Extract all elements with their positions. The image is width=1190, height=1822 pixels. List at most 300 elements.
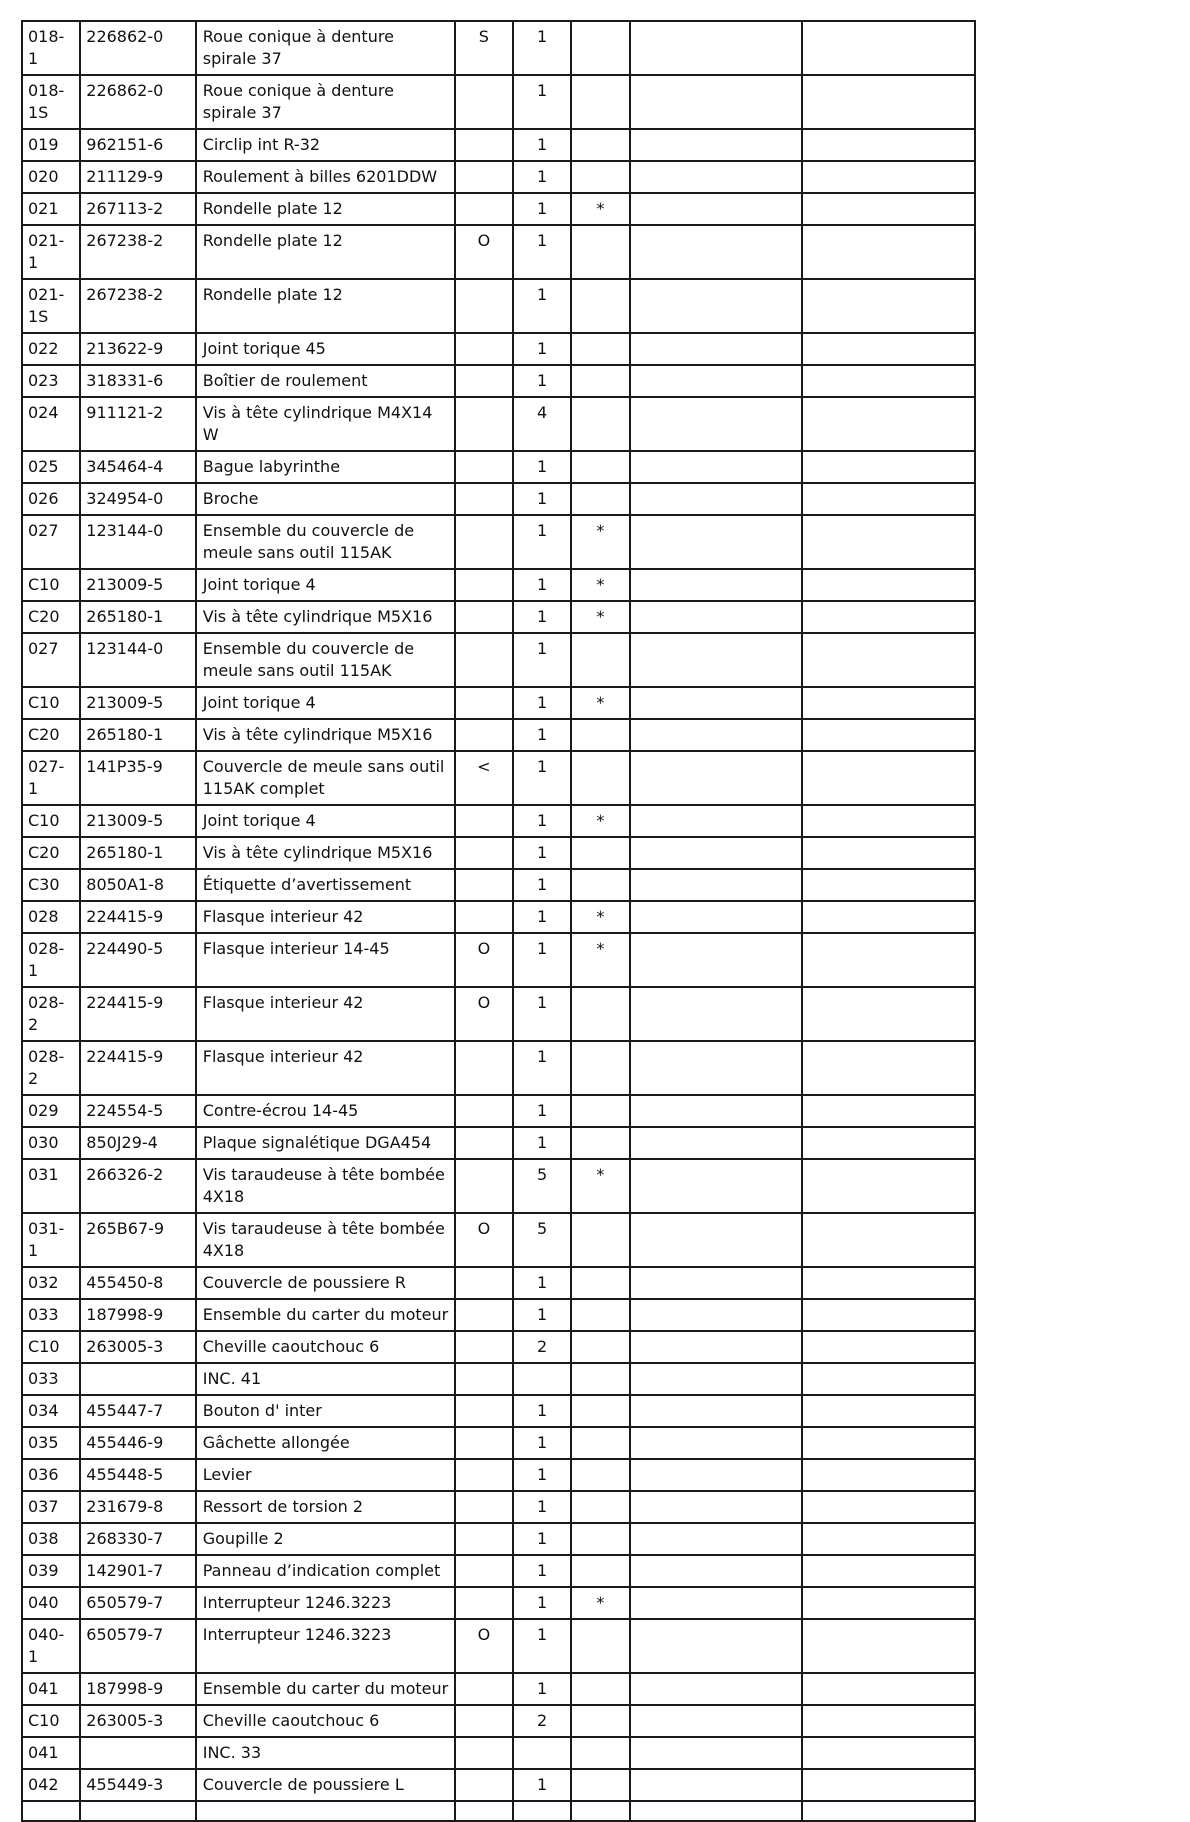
cell-code (455, 129, 513, 161)
cell-quantity: 1 (513, 515, 571, 569)
cell-extra-2 (802, 569, 975, 601)
cell-item-no: C10 (22, 1705, 80, 1737)
cell-description: Roulement à billes 6201DDW (196, 161, 455, 193)
cell-part-no: 962151-6 (80, 129, 195, 161)
cell-extra-2 (802, 1213, 975, 1267)
cell-part-no (80, 1801, 195, 1821)
table-row (22, 1363, 975, 1395)
cell-description: INC. 33 (196, 1737, 455, 1769)
cell-item-no: 035 (22, 1427, 80, 1459)
cell-code (455, 1299, 513, 1331)
cell-code (455, 837, 513, 869)
cell-description: Roue conique à denture spirale 37 (196, 75, 455, 129)
table-row (22, 805, 975, 837)
cell-part-no: 263005-3 (80, 1331, 195, 1363)
cell-extra-1 (630, 1737, 803, 1769)
cell-extra-1 (630, 279, 803, 333)
cell-code (455, 1587, 513, 1619)
cell-note: * (571, 901, 629, 933)
cell-item-no: 041 (22, 1673, 80, 1705)
cell-extra-2 (802, 719, 975, 751)
cell-part-no: 455446-9 (80, 1427, 195, 1459)
cell-note (571, 161, 629, 193)
cell-part-no: 265180-1 (80, 837, 195, 869)
cell-note (571, 1555, 629, 1587)
cell-quantity: 1 (513, 1299, 571, 1331)
cell-part-no: 911121-2 (80, 397, 195, 451)
parts-list-table (21, 20, 976, 1822)
cell-description: Ensemble du couvercle de meule sans outil 115AK (196, 515, 455, 569)
table-row (22, 751, 975, 805)
cell-code (455, 1769, 513, 1801)
table-row (22, 901, 975, 933)
table-row (22, 21, 975, 75)
cell-note (571, 1363, 629, 1395)
cell-description: Flasque interieur 14-45 (196, 933, 455, 987)
cell-item-no: 027 (22, 515, 80, 569)
cell-extra-1 (630, 365, 803, 397)
cell-extra-2 (802, 451, 975, 483)
cell-item-no: 038 (22, 1523, 80, 1555)
cell-part-no: 224415-9 (80, 901, 195, 933)
table-row (22, 569, 975, 601)
cell-extra-2 (802, 1095, 975, 1127)
cell-item-no: 031 (22, 1159, 80, 1213)
cell-extra-1 (630, 1523, 803, 1555)
table-row (22, 1213, 975, 1267)
cell-description: Flasque interieur 42 (196, 1041, 455, 1095)
cell-part-no: 187998-9 (80, 1299, 195, 1331)
cell-code: O (455, 933, 513, 987)
cell-item-no: C10 (22, 569, 80, 601)
cell-item-no: C20 (22, 837, 80, 869)
cell-quantity: 1 (513, 933, 571, 987)
cell-item-no: 019 (22, 129, 80, 161)
cell-note: * (571, 569, 629, 601)
cell-code (455, 279, 513, 333)
cell-code (455, 1427, 513, 1459)
cell-code (455, 869, 513, 901)
cell-extra-2 (802, 483, 975, 515)
cell-description: Vis à tête cylindrique M5X16 (196, 601, 455, 633)
cell-code (455, 1491, 513, 1523)
cell-part-no: 268330-7 (80, 1523, 195, 1555)
table-row (22, 1095, 975, 1127)
cell-quantity: 1 (513, 161, 571, 193)
cell-extra-1 (630, 451, 803, 483)
cell-extra-1 (630, 633, 803, 687)
table-row (22, 1159, 975, 1213)
cell-extra-1 (630, 569, 803, 601)
cell-code (455, 1041, 513, 1095)
cell-part-no: 455448-5 (80, 1459, 195, 1491)
cell-description: Joint torique 4 (196, 569, 455, 601)
cell-code (455, 1737, 513, 1769)
cell-extra-2 (802, 1459, 975, 1491)
cell-extra-1 (630, 1705, 803, 1737)
cell-code (455, 365, 513, 397)
cell-quantity: 1 (513, 1127, 571, 1159)
cell-quantity: 1 (513, 279, 571, 333)
cell-extra-2 (802, 751, 975, 805)
cell-description: Circlip int R-32 (196, 129, 455, 161)
cell-part-no: 142901-7 (80, 1555, 195, 1587)
cell-description: Levier (196, 1459, 455, 1491)
cell-extra-1 (630, 1587, 803, 1619)
cell-note (571, 1673, 629, 1705)
cell-code (455, 1673, 513, 1705)
table-row (22, 633, 975, 687)
cell-description: Rondelle plate 12 (196, 225, 455, 279)
cell-extra-2 (802, 515, 975, 569)
cell-item-no: 042 (22, 1769, 80, 1801)
table-row (22, 1427, 975, 1459)
cell-extra-2 (802, 687, 975, 719)
cell-note (571, 451, 629, 483)
cell-part-no: 455447-7 (80, 1395, 195, 1427)
cell-extra-1 (630, 751, 803, 805)
cell-extra-1 (630, 837, 803, 869)
cell-quantity: 1 (513, 687, 571, 719)
cell-quantity: 1 (513, 1673, 571, 1705)
cell-note (571, 1523, 629, 1555)
cell-code (455, 515, 513, 569)
cell-item-no: C30 (22, 869, 80, 901)
cell-extra-2 (802, 193, 975, 225)
cell-note (571, 1427, 629, 1459)
cell-note (571, 869, 629, 901)
cell-extra-1 (630, 483, 803, 515)
cell-extra-2 (802, 987, 975, 1041)
cell-extra-2 (802, 1619, 975, 1673)
cell-note (571, 1267, 629, 1299)
cell-extra-2 (802, 161, 975, 193)
cell-note (571, 1299, 629, 1331)
cell-part-no: 141P35-9 (80, 751, 195, 805)
cell-part-no (80, 1737, 195, 1769)
cell-note (571, 21, 629, 75)
cell-description: Boîtier de roulement (196, 365, 455, 397)
cell-extra-1 (630, 515, 803, 569)
cell-item-no: 027-1 (22, 751, 80, 805)
cell-part-no: 267238-2 (80, 279, 195, 333)
cell-note: * (571, 805, 629, 837)
cell-note (571, 1801, 629, 1821)
cell-item-no: 018-1S (22, 75, 80, 129)
cell-extra-1 (630, 1363, 803, 1395)
cell-part-no: 211129-9 (80, 161, 195, 193)
cell-part-no: 345464-4 (80, 451, 195, 483)
cell-extra-2 (802, 837, 975, 869)
cell-part-no: 123144-0 (80, 633, 195, 687)
cell-extra-2 (802, 1267, 975, 1299)
cell-extra-2 (802, 21, 975, 75)
cell-extra-2 (802, 1555, 975, 1587)
cell-quantity: 1 (513, 1555, 571, 1587)
cell-description: Bouton d' inter (196, 1395, 455, 1427)
cell-extra-1 (630, 1159, 803, 1213)
cell-extra-1 (630, 601, 803, 633)
cell-description (196, 1801, 455, 1821)
cell-part-no: 265B67-9 (80, 1213, 195, 1267)
cell-description: Interrupteur 1246.3223 (196, 1619, 455, 1673)
table-row (22, 483, 975, 515)
cell-part-no: 267238-2 (80, 225, 195, 279)
cell-extra-1 (630, 869, 803, 901)
cell-item-no: C10 (22, 687, 80, 719)
cell-quantity: 1 (513, 1095, 571, 1127)
cell-extra-2 (802, 365, 975, 397)
cell-extra-1 (630, 987, 803, 1041)
cell-quantity: 5 (513, 1213, 571, 1267)
cell-code: < (455, 751, 513, 805)
table-row (22, 515, 975, 569)
cell-extra-1 (630, 1095, 803, 1127)
cell-extra-1 (630, 1267, 803, 1299)
cell-extra-2 (802, 1299, 975, 1331)
cell-item-no: 032 (22, 1267, 80, 1299)
cell-quantity: 1 (513, 129, 571, 161)
table-row (22, 837, 975, 869)
cell-extra-1 (630, 1331, 803, 1363)
cell-extra-2 (802, 869, 975, 901)
cell-code (455, 1267, 513, 1299)
cell-note: * (571, 1159, 629, 1213)
cell-quantity: 1 (513, 1267, 571, 1299)
cell-item-no: 022 (22, 333, 80, 365)
cell-extra-2 (802, 225, 975, 279)
cell-note (571, 397, 629, 451)
cell-extra-2 (802, 75, 975, 129)
cell-description: Cheville caoutchouc 6 (196, 1705, 455, 1737)
cell-note: * (571, 933, 629, 987)
cell-note (571, 1491, 629, 1523)
cell-part-no: 455450-8 (80, 1267, 195, 1299)
cell-quantity: 1 (513, 569, 571, 601)
cell-part-no: 850J29-4 (80, 1127, 195, 1159)
table-row (22, 687, 975, 719)
cell-item-no: 041 (22, 1737, 80, 1769)
cell-item-no: C20 (22, 601, 80, 633)
cell-item-no: 039 (22, 1555, 80, 1587)
cell-description: Ensemble du carter du moteur (196, 1299, 455, 1331)
cell-extra-1 (630, 75, 803, 129)
cell-note (571, 1095, 629, 1127)
cell-quantity: 1 (513, 1491, 571, 1523)
cell-code (455, 569, 513, 601)
cell-description: Panneau d’indication complet (196, 1555, 455, 1587)
cell-description: Roue conique à denture spirale 37 (196, 21, 455, 75)
cell-code: O (455, 225, 513, 279)
table-row (22, 933, 975, 987)
cell-extra-2 (802, 1159, 975, 1213)
cell-quantity: 1 (513, 805, 571, 837)
cell-extra-2 (802, 1427, 975, 1459)
cell-note (571, 1619, 629, 1673)
cell-item-no: 028-2 (22, 987, 80, 1041)
table-row (22, 1555, 975, 1587)
cell-extra-1 (630, 1555, 803, 1587)
cell-code (455, 161, 513, 193)
cell-extra-1 (630, 1395, 803, 1427)
cell-note (571, 1213, 629, 1267)
cell-extra-1 (630, 1427, 803, 1459)
cell-note (571, 1459, 629, 1491)
cell-extra-1 (630, 687, 803, 719)
cell-description: Ensemble du couvercle de meule sans outil 115AK (196, 633, 455, 687)
cell-description: Rondelle plate 12 (196, 193, 455, 225)
cell-quantity: 1 (513, 193, 571, 225)
cell-quantity: 1 (513, 1769, 571, 1801)
cell-quantity: 1 (513, 365, 571, 397)
cell-part-no (80, 1363, 195, 1395)
table-row (22, 225, 975, 279)
cell-extra-1 (630, 1673, 803, 1705)
cell-item-no: 023 (22, 365, 80, 397)
cell-description: Flasque interieur 42 (196, 987, 455, 1041)
cell-extra-1 (630, 397, 803, 451)
cell-note (571, 1127, 629, 1159)
cell-code (455, 193, 513, 225)
cell-description: Joint torique 45 (196, 333, 455, 365)
cell-item-no: 033 (22, 1363, 80, 1395)
cell-item-no: 021 (22, 193, 80, 225)
cell-item-no: 036 (22, 1459, 80, 1491)
cell-item-no: 031-1 (22, 1213, 80, 1267)
table-row (22, 1619, 975, 1673)
cell-note (571, 633, 629, 687)
table-row (22, 161, 975, 193)
cell-code (455, 1331, 513, 1363)
cell-extra-1 (630, 1299, 803, 1331)
cell-code (455, 75, 513, 129)
cell-quantity: 1 (513, 225, 571, 279)
cell-code (455, 1459, 513, 1491)
cell-code (455, 451, 513, 483)
cell-extra-2 (802, 1395, 975, 1427)
cell-quantity: 4 (513, 397, 571, 451)
cell-description: Cheville caoutchouc 6 (196, 1331, 455, 1363)
cell-extra-2 (802, 1587, 975, 1619)
cell-item-no: 030 (22, 1127, 80, 1159)
cell-quantity: 1 (513, 451, 571, 483)
cell-quantity: 1 (513, 1619, 571, 1673)
cell-note: * (571, 601, 629, 633)
cell-code (455, 601, 513, 633)
cell-code (455, 1705, 513, 1737)
cell-code (455, 483, 513, 515)
table-row (22, 1299, 975, 1331)
table-row (22, 1395, 975, 1427)
table-row (22, 1705, 975, 1737)
table-row (22, 1769, 975, 1801)
cell-code (455, 633, 513, 687)
cell-extra-1 (630, 1041, 803, 1095)
table-row (22, 279, 975, 333)
cell-code (455, 901, 513, 933)
cell-description: Flasque interieur 42 (196, 901, 455, 933)
cell-extra-2 (802, 633, 975, 687)
cell-description: Ensemble du carter du moteur (196, 1673, 455, 1705)
cell-quantity: 2 (513, 1331, 571, 1363)
table-row (22, 1459, 975, 1491)
cell-extra-2 (802, 129, 975, 161)
cell-extra-1 (630, 1127, 803, 1159)
table-row (22, 1127, 975, 1159)
cell-part-no: 318331-6 (80, 365, 195, 397)
table-row (22, 1041, 975, 1095)
parts-list-body (22, 21, 975, 1821)
table-row (22, 333, 975, 365)
cell-part-no: 231679-8 (80, 1491, 195, 1523)
cell-extra-2 (802, 901, 975, 933)
cell-part-no: 263005-3 (80, 1705, 195, 1737)
cell-note (571, 1769, 629, 1801)
cell-description: Rondelle plate 12 (196, 279, 455, 333)
table-row (22, 397, 975, 451)
cell-item-no: 021-1S (22, 279, 80, 333)
cell-quantity (513, 1737, 571, 1769)
cell-code: O (455, 1213, 513, 1267)
cell-description: Bague labyrinthe (196, 451, 455, 483)
cell-note (571, 225, 629, 279)
cell-item-no (22, 1801, 80, 1821)
cell-item-no: 028-2 (22, 1041, 80, 1095)
cell-note (571, 751, 629, 805)
cell-item-no: 027 (22, 633, 80, 687)
cell-note (571, 75, 629, 129)
cell-extra-1 (630, 901, 803, 933)
cell-note (571, 837, 629, 869)
table-row (22, 1267, 975, 1299)
table-row (22, 987, 975, 1041)
cell-item-no: 026 (22, 483, 80, 515)
cell-quantity: 1 (513, 601, 571, 633)
cell-extra-2 (802, 601, 975, 633)
cell-description: Plaque signalétique DGA454 (196, 1127, 455, 1159)
cell-extra-2 (802, 1363, 975, 1395)
cell-extra-2 (802, 1737, 975, 1769)
cell-code (455, 1555, 513, 1587)
cell-note (571, 483, 629, 515)
cell-code (455, 1095, 513, 1127)
cell-description: Joint torique 4 (196, 687, 455, 719)
cell-description: Goupille 2 (196, 1523, 455, 1555)
cell-note (571, 129, 629, 161)
cell-note: * (571, 193, 629, 225)
cell-code: O (455, 1619, 513, 1673)
cell-description: Contre-écrou 14-45 (196, 1095, 455, 1127)
cell-description: Interrupteur 1246.3223 (196, 1587, 455, 1619)
table-row (22, 193, 975, 225)
cell-part-no: 224554-5 (80, 1095, 195, 1127)
cell-part-no: 213009-5 (80, 805, 195, 837)
cell-description: Gâchette allongée (196, 1427, 455, 1459)
cell-code (455, 333, 513, 365)
cell-note (571, 719, 629, 751)
table-row (22, 1737, 975, 1769)
cell-description: Vis à tête cylindrique M5X16 (196, 837, 455, 869)
cell-quantity: 1 (513, 633, 571, 687)
cell-quantity: 5 (513, 1159, 571, 1213)
cell-quantity (513, 1363, 571, 1395)
cell-quantity: 1 (513, 1041, 571, 1095)
cell-item-no: 028-1 (22, 933, 80, 987)
cell-extra-2 (802, 933, 975, 987)
cell-extra-1 (630, 1619, 803, 1673)
cell-item-no: 024 (22, 397, 80, 451)
cell-extra-2 (802, 1673, 975, 1705)
